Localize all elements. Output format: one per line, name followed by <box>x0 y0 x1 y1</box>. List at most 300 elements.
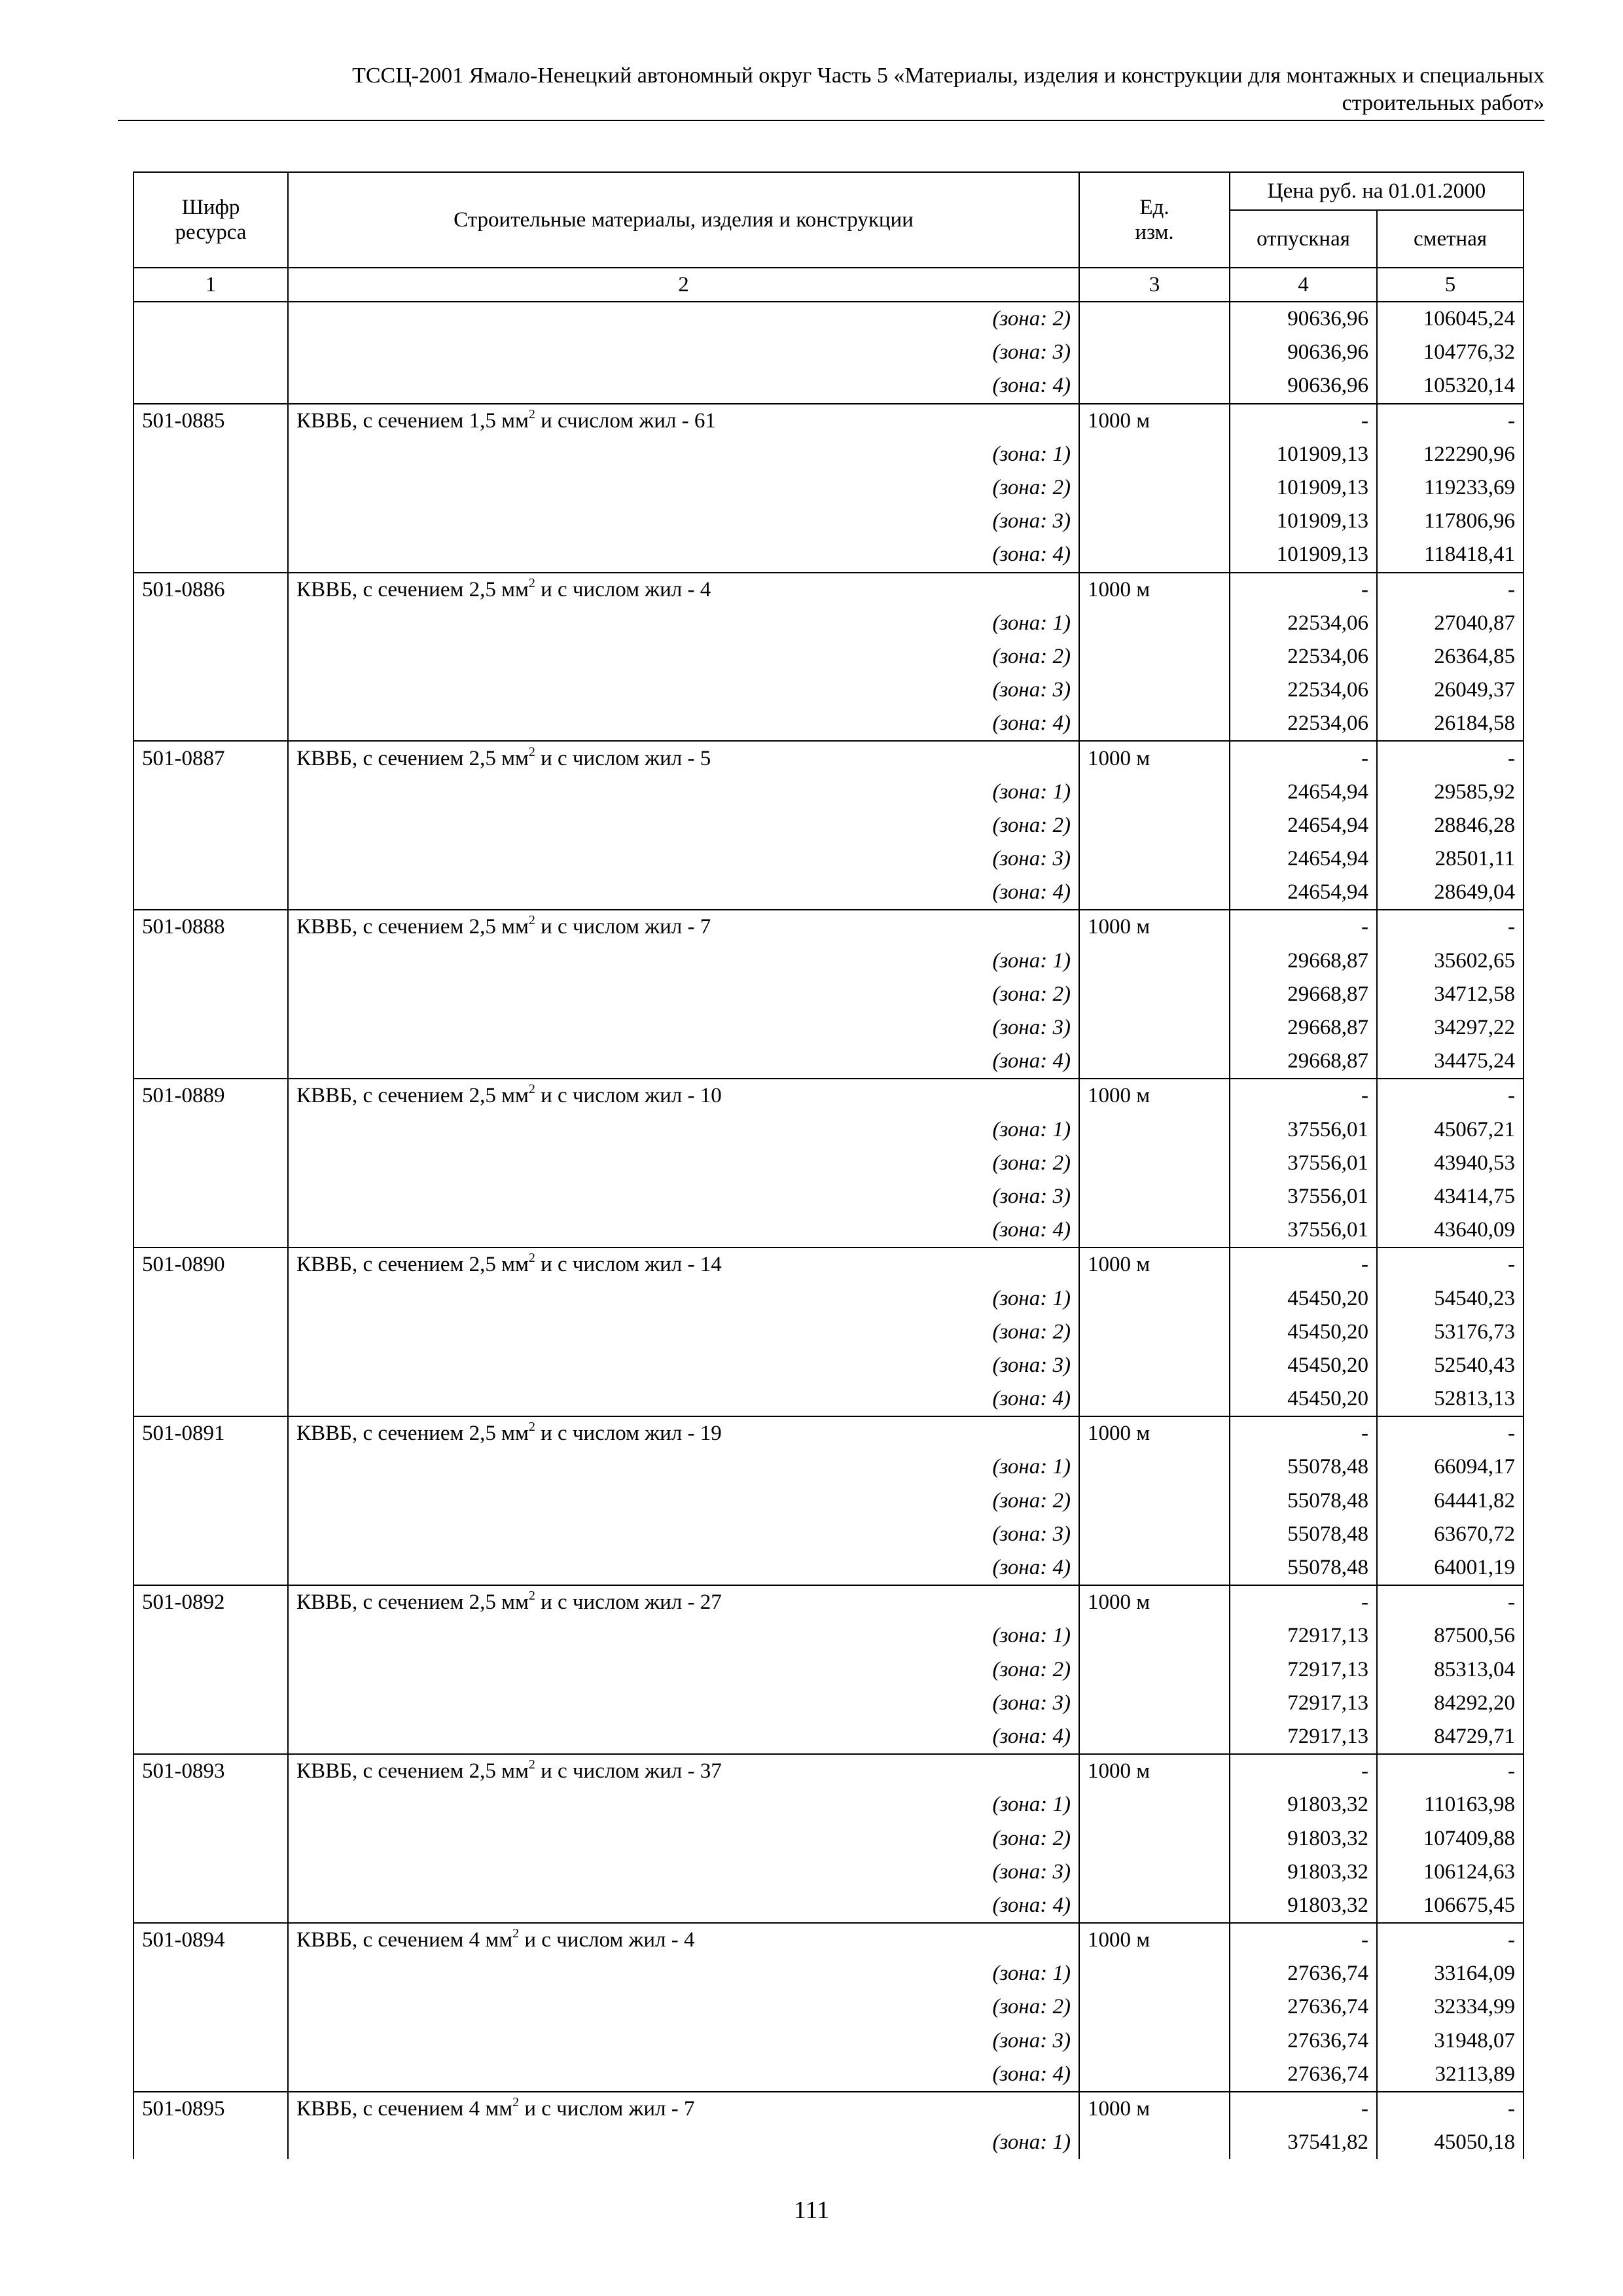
unit-cell <box>1079 1720 1230 1754</box>
resource-code: 501-0885 <box>134 404 288 438</box>
zone-row <box>134 505 1524 538</box>
resource-name <box>288 2092 1079 2126</box>
code-cell <box>134 1147 288 1180</box>
unit-cell <box>1079 842 1230 876</box>
unit-cell <box>1079 1180 1230 1213</box>
code-cell <box>134 1518 288 1551</box>
resource-name <box>288 1416 1079 1450</box>
release-price: 72917,13 <box>1230 1720 1377 1754</box>
zone-label: (зона: 3) <box>288 1180 1079 1213</box>
unit-cell <box>1079 538 1230 572</box>
estimate-price: 43940,53 <box>1377 1147 1524 1180</box>
zone-row <box>134 438 1524 471</box>
code-cell <box>134 538 288 572</box>
release-price: 55078,48 <box>1230 1551 1377 1585</box>
resource-code: 501-0893 <box>134 1754 288 1788</box>
code-cell <box>134 505 288 538</box>
code-cell <box>134 1349 288 1382</box>
resource-name-rest: и с числом жил - 10 <box>535 1084 722 1108</box>
zone-label: (зона: 1) <box>288 944 1079 978</box>
col-number-4: 4 <box>1230 268 1377 302</box>
unit-cell <box>1079 1957 1230 1990</box>
release-price: - <box>1230 741 1377 775</box>
resource-code: 501-0894 <box>134 1923 288 1957</box>
release-price: 72917,13 <box>1230 1687 1377 1720</box>
unit-exponent: 2 <box>528 575 535 590</box>
unit-cell <box>1079 1450 1230 1484</box>
resource-code: 501-0886 <box>134 573 288 607</box>
zone-label: (зона: 3) <box>288 1687 1079 1720</box>
unit-cell <box>1079 1551 1230 1585</box>
unit-cell <box>1079 1687 1230 1720</box>
col-number-1: 1 <box>134 268 288 302</box>
resource-name-text: КВВБ, с сечением 2,5 мм <box>296 1084 529 1108</box>
zone-row <box>134 978 1524 1011</box>
zone-label: (зона: 1) <box>288 1619 1079 1653</box>
estimate-price: 45067,21 <box>1377 1113 1524 1147</box>
zone-label: (зона: 4) <box>288 1551 1079 1585</box>
code-cell <box>134 369 288 403</box>
release-price: 45450,20 <box>1230 1382 1377 1416</box>
resource-row <box>134 404 1524 438</box>
estimate-price: 45050,18 <box>1377 2126 1524 2159</box>
release-price: 24654,94 <box>1230 842 1377 876</box>
resource-row <box>134 910 1524 944</box>
release-price: 91803,32 <box>1230 1788 1377 1821</box>
zone-row <box>134 1856 1524 1889</box>
release-price: 101909,13 <box>1230 505 1377 538</box>
unit-cell <box>1079 1349 1230 1382</box>
release-price: 22534,06 <box>1230 640 1377 673</box>
zone-label: (зона: 4) <box>288 369 1079 403</box>
resource-name <box>288 404 1079 438</box>
release-price: 90636,96 <box>1230 336 1377 369</box>
release-price: 37556,01 <box>1230 1113 1377 1147</box>
code-cell <box>134 1450 288 1484</box>
page-number: 111 <box>793 2197 830 2224</box>
code-cell <box>134 673 288 707</box>
unit-cell <box>1079 2058 1230 2092</box>
zone-label: (зона: 3) <box>288 1518 1079 1551</box>
resource-name-rest: и с числом жил - 37 <box>535 1759 722 1784</box>
release-price: 27636,74 <box>1230 1990 1377 2024</box>
zone-row <box>134 1889 1524 1923</box>
unit-of-measure: 1000 м <box>1079 1247 1230 1282</box>
zone-row <box>134 471 1524 505</box>
release-price: 91803,32 <box>1230 1889 1377 1923</box>
code-cell <box>134 1316 288 1349</box>
estimate-price: 107409,88 <box>1377 1821 1524 1855</box>
zone-row <box>134 1382 1524 1416</box>
zone-label: (зона: 4) <box>288 2058 1079 2092</box>
zone-label: (зона: 1) <box>288 1957 1079 1990</box>
col-number-3: 3 <box>1079 268 1230 302</box>
estimate-price: 26049,37 <box>1377 673 1524 707</box>
resource-name-text: КВВБ, с сечением 2,5 мм <box>296 1422 529 1446</box>
estimate-price: 28846,28 <box>1377 809 1524 842</box>
estimate-price: - <box>1377 1079 1524 1113</box>
zone-label: (зона: 2) <box>288 809 1079 842</box>
release-price: 37556,01 <box>1230 1180 1377 1213</box>
estimate-price: 34297,22 <box>1377 1011 1524 1045</box>
unit-cell <box>1079 336 1230 369</box>
unit-cell <box>1079 1990 1230 2024</box>
zone-row <box>134 1282 1524 1315</box>
release-price: - <box>1230 1754 1377 1788</box>
release-price: 27636,74 <box>1230 2024 1377 2058</box>
code-cell <box>134 438 288 471</box>
unit-cell <box>1079 876 1230 910</box>
zone-row <box>134 1551 1524 1585</box>
resource-name-text: КВВБ, с сечением 2,5 мм <box>296 577 529 601</box>
header-line-2: строительных работ» <box>1342 91 1544 115</box>
zone-label: (зона: 4) <box>288 876 1079 910</box>
estimate-price: 29585,92 <box>1377 776 1524 809</box>
unit-of-measure: 1000 м <box>1079 573 1230 607</box>
zone-label: (зона: 1) <box>288 1788 1079 1821</box>
code-cell <box>134 809 288 842</box>
estimate-price: 54540,23 <box>1377 1282 1524 1315</box>
zone-label: (зона: 3) <box>288 1349 1079 1382</box>
zone-row <box>134 336 1524 369</box>
zone-row <box>134 1180 1524 1213</box>
zone-row <box>134 1349 1524 1382</box>
code-cell <box>134 1856 288 1889</box>
code-cell <box>134 978 288 1011</box>
unit-cell <box>1079 1484 1230 1518</box>
unit-cell <box>1079 471 1230 505</box>
unit-cell <box>1079 1889 1230 1923</box>
release-price: - <box>1230 573 1377 607</box>
release-price: 24654,94 <box>1230 809 1377 842</box>
unit-cell <box>1079 1653 1230 1687</box>
estimate-price: - <box>1377 741 1524 775</box>
zone-row <box>134 944 1524 978</box>
estimate-price: 118418,41 <box>1377 538 1524 572</box>
unit-cell <box>1079 809 1230 842</box>
zone-label: (зона: 3) <box>288 1011 1079 1045</box>
zone-row <box>134 640 1524 673</box>
zone-row <box>134 1113 1524 1147</box>
resource-name-rest: и счислом жил - 61 <box>535 408 716 433</box>
zone-label: (зона: 2) <box>288 1147 1079 1180</box>
resource-row <box>134 741 1524 775</box>
estimate-price: 106045,24 <box>1377 302 1524 336</box>
code-cell <box>134 1889 288 1923</box>
zone-row <box>134 1957 1524 1990</box>
unit-cell <box>1079 1282 1230 1315</box>
zone-row <box>134 809 1524 842</box>
release-price: - <box>1230 1079 1377 1113</box>
release-price: 24654,94 <box>1230 776 1377 809</box>
unit-cell <box>1079 505 1230 538</box>
estimate-price: - <box>1377 1923 1524 1957</box>
estimate-price: 117806,96 <box>1377 505 1524 538</box>
zone-label: (зона: 4) <box>288 1889 1079 1923</box>
unit-cell <box>1079 1518 1230 1551</box>
estimate-price: 122290,96 <box>1377 438 1524 471</box>
zone-label: (зона: 4) <box>288 538 1079 572</box>
unit-cell <box>1079 1821 1230 1855</box>
zone-label: (зона: 3) <box>288 336 1079 369</box>
code-cell <box>134 1484 288 1518</box>
unit-cell <box>1079 607 1230 640</box>
release-price: 27636,74 <box>1230 1957 1377 1990</box>
zone-label: (зона: 1) <box>288 776 1079 809</box>
estimate-price: 26184,58 <box>1377 707 1524 741</box>
resource-name-text: КВВБ, с сечением 2,5 мм <box>296 746 529 770</box>
estimate-price: 84292,20 <box>1377 1687 1524 1720</box>
code-cell <box>134 876 288 910</box>
zone-label: (зона: 2) <box>288 1484 1079 1518</box>
estimate-price: 87500,56 <box>1377 1619 1524 1653</box>
code-cell <box>134 2126 288 2159</box>
release-price: - <box>1230 910 1377 944</box>
resource-code: 501-0889 <box>134 1079 288 1113</box>
unit-cell <box>1079 673 1230 707</box>
release-price: 45450,20 <box>1230 1316 1377 1349</box>
estimate-price: 28501,11 <box>1377 842 1524 876</box>
release-price: 45450,20 <box>1230 1282 1377 1315</box>
resource-row <box>134 2092 1524 2126</box>
zone-row <box>134 1450 1524 1484</box>
code-cell <box>134 944 288 978</box>
resource-name-rest: и с числом жил - 4 <box>535 577 711 601</box>
unit-exponent: 2 <box>512 1926 520 1941</box>
code-cell <box>134 842 288 876</box>
estimate-price: 35602,65 <box>1377 944 1524 978</box>
col-unit-header: Ед. изм. <box>1079 172 1230 268</box>
release-price: 101909,13 <box>1230 438 1377 471</box>
resource-name-text: КВВБ, с сечением 2,5 мм <box>296 1253 529 1277</box>
code-cell <box>134 302 288 336</box>
unit-of-measure: 1000 м <box>1079 1585 1230 1619</box>
unit-cell <box>1079 1316 1230 1349</box>
zone-row <box>134 1990 1524 2024</box>
zone-label: (зона: 2) <box>288 1653 1079 1687</box>
estimate-price: 52813,13 <box>1377 1382 1524 1416</box>
unit-exponent: 2 <box>528 406 535 422</box>
estimate-price: - <box>1377 910 1524 944</box>
release-price: 37556,01 <box>1230 1147 1377 1180</box>
zone-row <box>134 1788 1524 1821</box>
zone-row <box>134 1045 1524 1079</box>
zone-row <box>134 1213 1524 1247</box>
zone-row <box>134 1653 1524 1687</box>
resource-name <box>288 573 1079 607</box>
zone-row <box>134 842 1524 876</box>
resource-name-text: КВВБ, с сечением 2,5 мм <box>296 915 529 939</box>
release-price: 45450,20 <box>1230 1349 1377 1382</box>
estimate-price: 64001,19 <box>1377 1551 1524 1585</box>
code-cell <box>134 1282 288 1315</box>
unit-cell <box>1079 369 1230 403</box>
estimate-price: 31948,07 <box>1377 2024 1524 2058</box>
resource-row <box>134 1754 1524 1788</box>
release-price: 27636,74 <box>1230 2058 1377 2092</box>
resource-name-text: КВВБ, с сечением 4 мм <box>296 1928 513 1952</box>
code-cell <box>134 707 288 741</box>
code-cell <box>134 1045 288 1079</box>
zone-label: (зона: 4) <box>288 1045 1079 1079</box>
zone-label: (зона: 2) <box>288 1821 1079 1855</box>
estimate-price: 63670,72 <box>1377 1518 1524 1551</box>
resource-name-text: КВВБ, с сечением 2,5 мм <box>296 1759 529 1784</box>
unit-of-measure: 1000 м <box>1079 741 1230 775</box>
zone-label: (зона: 4) <box>288 1720 1079 1754</box>
unit-cell <box>1079 2024 1230 2058</box>
unit-exponent: 2 <box>512 2095 520 2110</box>
unit-of-measure: 1000 м <box>1079 1079 1230 1113</box>
zone-row <box>134 538 1524 572</box>
unit-cell <box>1079 1147 1230 1180</box>
release-price: - <box>1230 1585 1377 1619</box>
resource-name-rest: и с числом жил - 27 <box>535 1590 722 1615</box>
estimate-price: 110163,98 <box>1377 1788 1524 1821</box>
code-cell <box>134 607 288 640</box>
resource-name <box>288 741 1079 775</box>
code-cell <box>134 1788 288 1821</box>
resource-row <box>134 1923 1524 1957</box>
page-header <box>118 62 1544 117</box>
resource-name-rest: и с числом жил - 4 <box>519 1928 695 1952</box>
resource-code: 501-0895 <box>134 2092 288 2126</box>
col-estimate-header: сметная <box>1377 210 1524 268</box>
resource-name <box>288 1247 1079 1282</box>
estimate-price: - <box>1377 404 1524 438</box>
zone-label: (зона: 1) <box>288 1450 1079 1484</box>
unit-of-measure: 1000 м <box>1079 404 1230 438</box>
estimate-price: 64441,82 <box>1377 1484 1524 1518</box>
unit-cell <box>1079 978 1230 1011</box>
release-price: 72917,13 <box>1230 1619 1377 1653</box>
release-price: 101909,13 <box>1230 471 1377 505</box>
zone-label: (зона: 1) <box>288 1113 1079 1147</box>
estimate-price: 34712,58 <box>1377 978 1524 1011</box>
resource-name <box>288 910 1079 944</box>
release-price: - <box>1230 1923 1377 1957</box>
estimate-price: - <box>1377 1754 1524 1788</box>
zone-label: (зона: 2) <box>288 471 1079 505</box>
unit-cell <box>1079 1856 1230 1889</box>
zone-row <box>134 1316 1524 1349</box>
code-cell <box>134 1213 288 1247</box>
release-price: 90636,96 <box>1230 369 1377 403</box>
resource-name-text: КВВБ, с сечением 1,5 мм <box>296 408 529 433</box>
release-price: 91803,32 <box>1230 1821 1377 1855</box>
resource-name <box>288 1754 1079 1788</box>
code-cell <box>134 1619 288 1653</box>
col-number-5: 5 <box>1377 268 1524 302</box>
zone-label: (зона: 3) <box>288 673 1079 707</box>
code-cell <box>134 1011 288 1045</box>
resource-name-rest: и с числом жил - 7 <box>535 915 711 939</box>
unit-exponent: 2 <box>528 1757 535 1772</box>
zone-row <box>134 2126 1524 2159</box>
resource-name <box>288 1585 1079 1619</box>
unit-cell <box>1079 438 1230 471</box>
zone-row <box>134 607 1524 640</box>
unit-of-measure: 1000 м <box>1079 1416 1230 1450</box>
resource-name <box>288 1079 1079 1113</box>
resource-name-rest: и с числом жил - 7 <box>519 2097 695 2121</box>
code-cell <box>134 1821 288 1855</box>
zone-label: (зона: 2) <box>288 1316 1079 1349</box>
unit-cell <box>1079 1113 1230 1147</box>
estimate-price: - <box>1377 1416 1524 1450</box>
unit-of-measure: 1000 м <box>1079 1923 1230 1957</box>
zone-label: (зона: 1) <box>288 1282 1079 1315</box>
zone-label: (зона: 2) <box>288 978 1079 1011</box>
code-cell <box>134 1957 288 1990</box>
resource-name-rest: и с числом жил - 5 <box>535 746 711 770</box>
unit-cell <box>1079 1382 1230 1416</box>
estimate-price: 43640,09 <box>1377 1213 1524 1247</box>
release-price: - <box>1230 2092 1377 2126</box>
release-price: 29668,87 <box>1230 1045 1377 1079</box>
estimate-price: 52540,43 <box>1377 1349 1524 1382</box>
resource-row <box>134 1416 1524 1450</box>
zone-label: (зона: 2) <box>288 640 1079 673</box>
zone-label: (зона: 3) <box>288 505 1079 538</box>
zone-row <box>134 707 1524 741</box>
resource-code: 501-0890 <box>134 1247 288 1282</box>
estimate-price: 66094,17 <box>1377 1450 1524 1484</box>
resource-name-rest: и с числом жил - 14 <box>535 1253 722 1277</box>
unit-cell <box>1079 2126 1230 2159</box>
zone-label: (зона: 3) <box>288 1856 1079 1889</box>
price-table <box>133 171 1524 2159</box>
unit-exponent: 2 <box>528 913 535 928</box>
release-price: 24654,94 <box>1230 876 1377 910</box>
zone-row <box>134 1147 1524 1180</box>
release-price: 90636,96 <box>1230 302 1377 336</box>
release-price: 29668,87 <box>1230 1011 1377 1045</box>
estimate-price: 27040,87 <box>1377 607 1524 640</box>
estimate-price: 43414,75 <box>1377 1180 1524 1213</box>
resource-row <box>134 1079 1524 1113</box>
unit-of-measure: 1000 м <box>1079 910 1230 944</box>
release-price: 55078,48 <box>1230 1518 1377 1551</box>
zone-row <box>134 673 1524 707</box>
unit-cell <box>1079 640 1230 673</box>
unit-exponent: 2 <box>528 1251 535 1266</box>
release-price: 91803,32 <box>1230 1856 1377 1889</box>
resource-row <box>134 1247 1524 1282</box>
release-price: 29668,87 <box>1230 944 1377 978</box>
release-price: 37541,82 <box>1230 2126 1377 2159</box>
unit-of-measure: 1000 м <box>1079 2092 1230 2126</box>
release-price: 55078,48 <box>1230 1450 1377 1484</box>
release-price: 22534,06 <box>1230 607 1377 640</box>
release-price: 101909,13 <box>1230 538 1377 572</box>
code-cell <box>134 1180 288 1213</box>
unit-exponent: 2 <box>528 744 535 759</box>
release-price: 22534,06 <box>1230 707 1377 741</box>
unit-of-measure: 1000 м <box>1079 1754 1230 1788</box>
col-name-header: Строительные материалы, изделия и конструкции <box>288 172 1079 268</box>
estimate-price: 33164,09 <box>1377 1957 1524 1990</box>
unit-cell <box>1079 1788 1230 1821</box>
col-price-header: Цена руб. на 01.01.2000 <box>1230 172 1524 210</box>
zone-label: (зона: 3) <box>288 842 1079 876</box>
resource-name-text: КВВБ, с сечением 2,5 мм <box>296 1590 529 1615</box>
release-price: 72917,13 <box>1230 1653 1377 1687</box>
code-cell <box>134 1382 288 1416</box>
unit-exponent: 2 <box>528 1420 535 1435</box>
zone-row <box>134 2058 1524 2092</box>
zone-row <box>134 302 1524 336</box>
